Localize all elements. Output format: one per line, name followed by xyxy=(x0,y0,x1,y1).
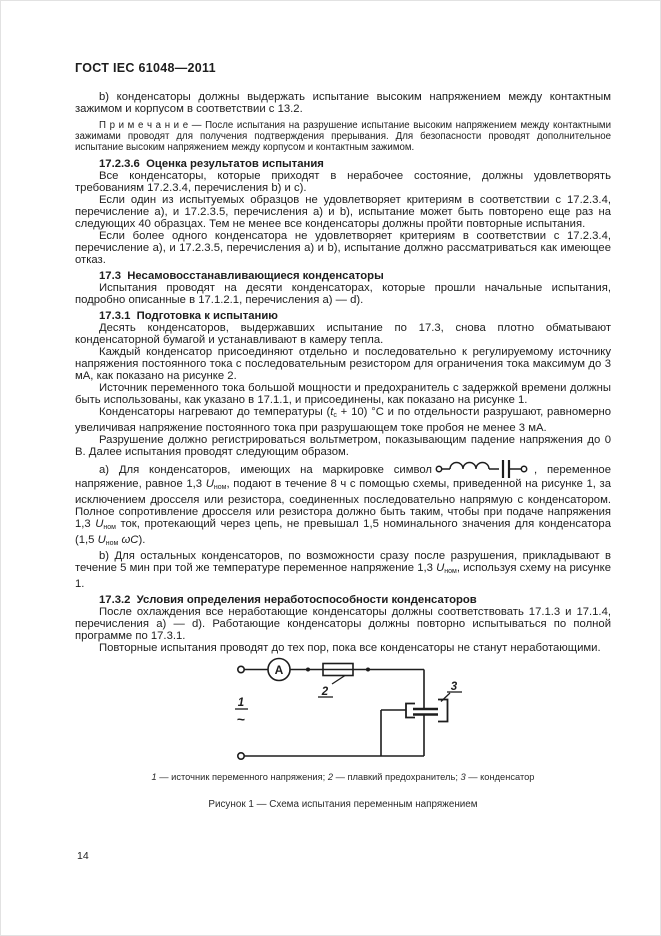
text-segment: b) конденсаторы должны выдержать испытание высоким напряжением между контактным зажимом и корпусом в соответствии с 13.2. xyxy=(75,91,611,115)
paragraph xyxy=(75,170,611,194)
circuit-wires xyxy=(235,659,462,760)
text-segment: — плавкий предохранитель; xyxy=(332,772,461,782)
junction-dot xyxy=(306,668,310,672)
junction-dot xyxy=(366,668,370,672)
paragraph-item-a xyxy=(75,458,611,550)
figure-ref-3: 3 xyxy=(450,681,458,693)
text-segment: Десять конденсаторов, выдержавших испытание по 17.3, снова плотно обматывают конденсаторной бумагой и устанавливают в камеру тепла. xyxy=(75,322,611,346)
capacitor-plates-icon xyxy=(413,709,438,715)
text-segment: U xyxy=(436,562,445,575)
text-segment: с xyxy=(333,412,337,420)
text-segment: + 10) °С и по отдельности разрушают, равномерно увеличивая напряжение постоянного тока при разрушающем токе пробоя не менее 3 мА. xyxy=(75,406,611,435)
figure-ref-1: 1 xyxy=(237,697,245,709)
inductor-capacitor-symbol-icon xyxy=(435,458,531,478)
text-segment: ток, протекающий через цепь, не превышал 1,5 номинального значения для конденсатора (1,5 xyxy=(75,518,611,547)
text-segment: ном xyxy=(103,524,116,532)
paragraph xyxy=(75,382,611,406)
text-segment: Если более одного конденсатора не удовлетворяет критериям в соответствии с 17.2.3.4, перечисление a), и 17.2.3.5, перечисления a) и b), испытание должно рассматриваться как имеющее отказ. xyxy=(75,230,611,266)
figure-caption: Рисунок 1 — Схема испытания переменным напряжением xyxy=(208,799,478,810)
ammeter-letter: A xyxy=(274,662,284,677)
text-segment: П р и м е ч а н и е — После испытания на разрушение испытание высоким напряжением между контактными зажимами проводят для получения подтверждения прерывания. Для безопасности проводят дополнительное испытание высоким напряжением между корпусом и контактным зажимом. xyxy=(75,120,611,153)
text-segment: ). xyxy=(138,534,146,547)
document-body xyxy=(75,91,611,654)
text-segment: Все конденсаторы, которые приходят в нерабочее состояние, должны удовлетворять требованиям 17.2.3.4, перечисления b) и c). xyxy=(75,170,611,194)
heading-17-3-1 xyxy=(75,310,611,322)
ac-wave-icon: ~ xyxy=(236,711,246,727)
text-segment: 17.3.2 Условия определения неработоспособности конденсаторов xyxy=(99,594,477,607)
text-segment: a) Для конденсаторов, имеющих на маркировке символ xyxy=(99,464,432,477)
text-segment: Каждый конденсатор присоединяют отдельно и последовательно к регулируемому источнику напряжения постоянного тока с последовательным резистором для ограничения тока максимум до 3 мА, как показано на рисунке 2. xyxy=(75,346,611,382)
paragraph-text xyxy=(99,464,432,476)
text-segment: U xyxy=(95,518,104,531)
paragraph-item-b2 xyxy=(75,550,611,590)
page-number: 14 xyxy=(77,850,89,862)
standard-number-header: ГОСТ IEC 61048—2011 xyxy=(75,61,216,75)
text-segment: ном xyxy=(444,568,457,576)
figure-circuit-diagram xyxy=(228,652,468,770)
capacitor-case-right-icon xyxy=(438,700,448,722)
figure-ref-2: 2 xyxy=(321,686,329,698)
paragraph xyxy=(75,406,611,434)
text-segment: Разрушение должно регистрироваться вольтметром, показывающим падение напряжения до 0 В. Далее испытания проводят следующим образом. xyxy=(75,434,611,459)
text-segment: После охлаждения все неработающие конденсаторы должны соответствовать 17.1.3 и 17.1.4, перечисления a) — d). Работающие конденсаторы должны повторно испытываться по полной программе по 17.3.1. xyxy=(75,606,611,643)
text-segment: b) Для остальных конденсаторов, по возможности сразу после разрушения, прикладывают в течение 5 мин при той же температуре переменное напряжение 1,3 xyxy=(75,550,611,575)
text-segment: 3 xyxy=(460,772,466,782)
paragraph xyxy=(75,606,611,642)
text-segment: 17.3 Несамовосстанавливающиеся конденсаторы xyxy=(99,270,384,282)
text-segment: , используя схему на рисунке 1. xyxy=(75,562,611,591)
text-segment: — источник переменного напряжения; xyxy=(156,772,328,782)
paragraph-item-b xyxy=(75,91,611,115)
text-segment: U xyxy=(205,478,214,491)
text-segment: C xyxy=(130,534,139,547)
figure-legend xyxy=(75,772,611,782)
text-segment: Если один из испытуемых образцов не удовлетворяет критериям в соответствии с 17.2.3.4, перечисление a), и 17.2.3.5, перечисления a) и b), испытание может быть повторено еще раз на следующих 40 образцах. Тем не менее все конденсаторы должны пройти повторные испытания. xyxy=(75,194,611,230)
paragraph xyxy=(75,230,611,266)
paragraph xyxy=(75,194,611,230)
paragraph xyxy=(75,434,611,458)
text-segment: ω xyxy=(118,534,131,547)
text-segment: , подают в течение 8 ч с помощью схемы, приведенной на рисунке 1, за исключением дросселя или резистора, соединенных последовательно напрямую с конденсатором. Полное сопротивление дросселя или резистора должно быть таким, чтобы при подаче напряжения 1,3 xyxy=(75,478,611,531)
source-terminal-bottom-icon xyxy=(238,753,244,759)
text-segment: — конденсатор xyxy=(465,772,535,782)
text-segment: ном xyxy=(213,484,227,492)
text-segment: 1 xyxy=(151,772,157,782)
paragraph xyxy=(75,322,611,346)
leader-line-2 xyxy=(332,676,345,685)
heading-17-3-2 xyxy=(75,594,611,606)
text-segment: 17.2.3.6 Оценка результатов испытания xyxy=(99,158,324,170)
text-segment: 2 xyxy=(327,772,333,782)
text-segment: Источник переменного тока большой мощности и предохранитель с задержкой времени должны быть использованы, как указано в 17.1.1, и присоединены, как показано на рисунке 1. xyxy=(75,382,611,406)
text-segment: , переменное напряжение, равное 1,3 xyxy=(75,464,612,491)
source-terminal-top-icon xyxy=(238,666,244,672)
heading-17-2-3-6 xyxy=(75,158,611,170)
heading-17-3 xyxy=(75,270,611,282)
text-segment: 17.3.1 Подготовка к испытанию xyxy=(99,310,278,322)
text-segment: t xyxy=(330,406,334,418)
text-segment: ном xyxy=(105,540,119,548)
paragraph xyxy=(75,346,611,382)
note-paragraph xyxy=(75,120,611,153)
text-segment: Повторные испытания проводят до тех пор, пока все конденсаторы не станут неработающими. xyxy=(99,642,601,655)
paragraph xyxy=(75,282,611,306)
text-segment: Испытания проводят на десяти конденсаторах, которые прошли начальные испытания, подробно описанные в 17.1.2.1, перечисления a) — d). xyxy=(75,282,611,306)
text-segment: Конденсаторы нагревают до температуры ( xyxy=(99,406,331,418)
text-segment: U xyxy=(97,534,106,547)
